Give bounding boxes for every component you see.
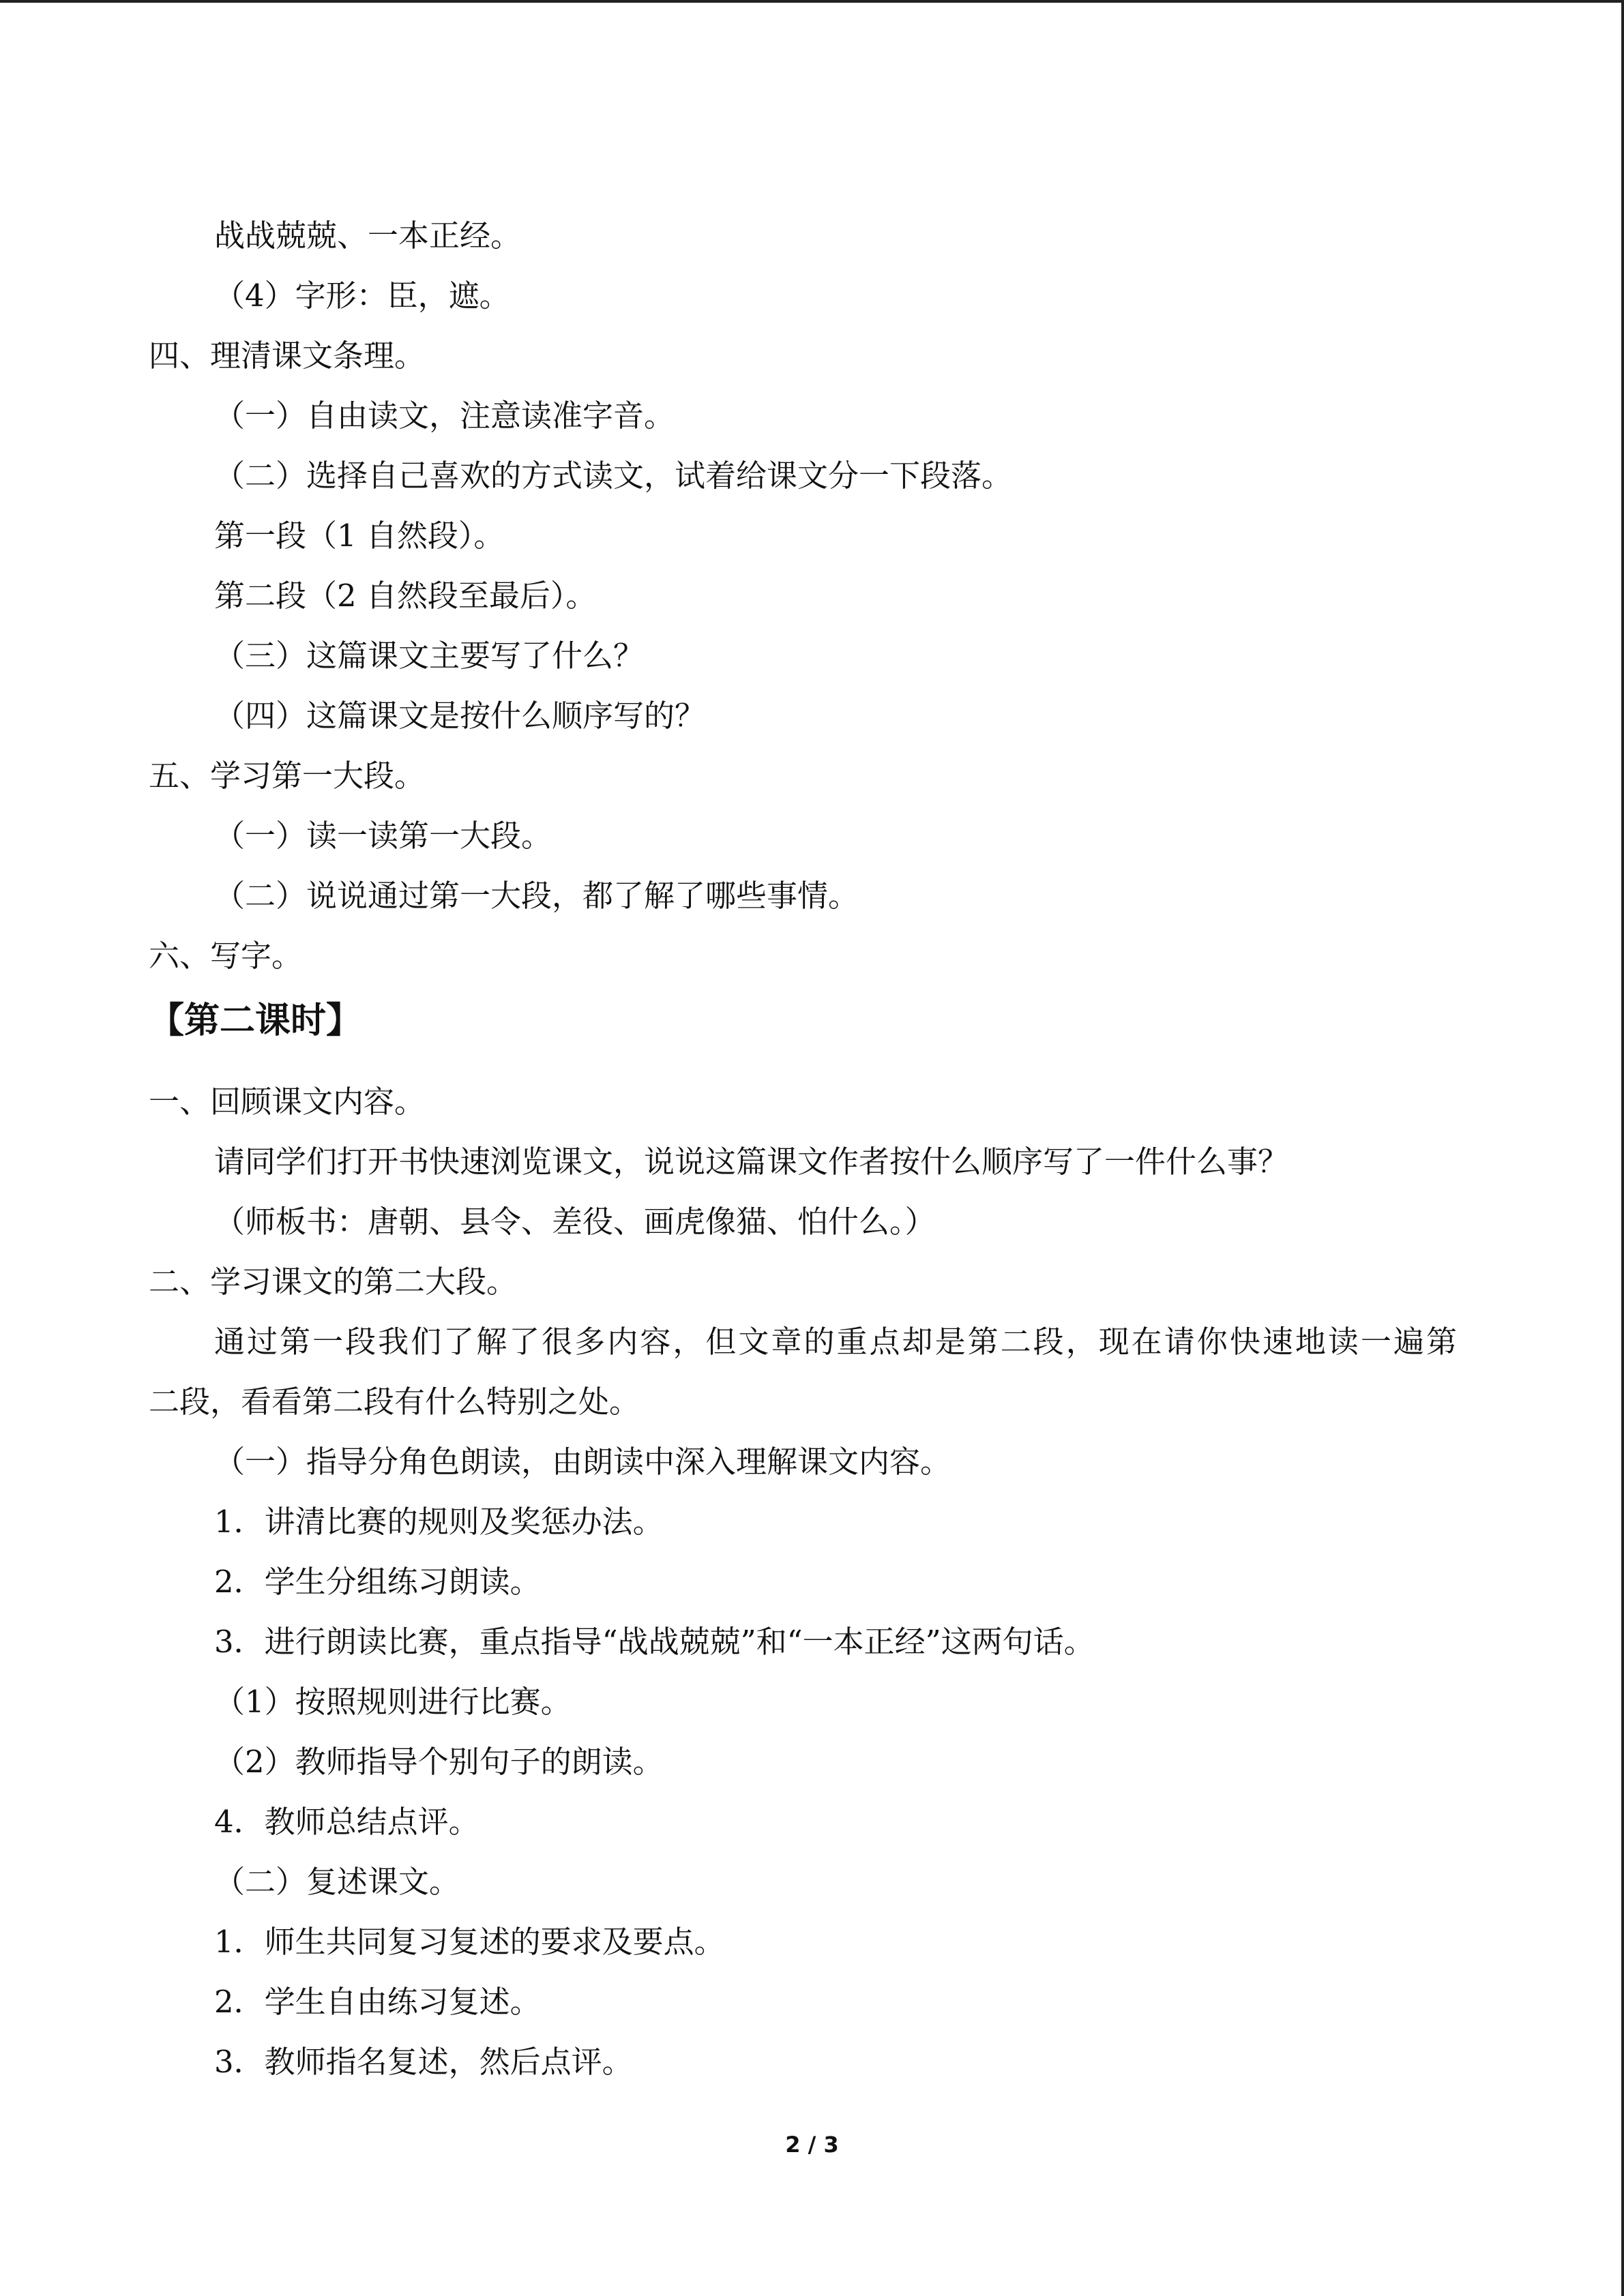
heading-line: 五、学习第一大段。 <box>149 758 426 794</box>
text-line: （一）自由读文，注意读准字音。 <box>214 398 675 434</box>
heading-line: 一、回顾课文内容。 <box>149 1084 426 1120</box>
page-border-top <box>0 0 1624 3</box>
list-item: 1．师生共同复习复述的要求及要点。 <box>214 1924 725 1960</box>
list-item: 3．教师指名复述，然后点评。 <box>214 2044 633 2080</box>
text-line: 请同学们打开书快速浏览课文，说说这篇课文作者按什么顺序写了一件什么事？ <box>214 1144 1289 1180</box>
list-item: 1．讲清比赛的规则及奖惩办法。 <box>214 1504 664 1540</box>
page-number: 2 / 3 <box>785 2132 839 2158</box>
text-line: （三）这篇课文主要写了什么？ <box>214 638 645 674</box>
list-item: 2．学生分组练习朗读。 <box>214 1564 541 1600</box>
text-line: （二）说说通过第一大段，都了解了哪些事情。 <box>214 878 859 914</box>
list-item: 4．教师总结点评。 <box>214 1804 479 1840</box>
heading-line: 六、写字。 <box>149 938 303 974</box>
text-line: 第二段（2 自然段至最后）。 <box>214 578 597 614</box>
text-line: （师板书：唐朝、县令、差役、画虎像猫、怕什么。） <box>214 1204 936 1240</box>
text-line: （二）选择自己喜欢的方式读文，试着给课文分一下段落。 <box>214 458 1013 494</box>
paragraph-line: 二段，看看第二段有什么特别之处。 <box>149 1384 640 1420</box>
paragraph-line: 通过第一段我们了解了很多内容，但文章的重点却是第二段，现在请你快速地读一遍第 <box>214 1324 1457 1360</box>
heading-line: 二、学习课文的第二大段。 <box>149 1264 518 1300</box>
list-item: （2）教师指导个别句子的朗读。 <box>214 1744 664 1780</box>
text-line: （四）这篇课文是按什么顺序写的？ <box>214 698 706 734</box>
text-line: （二）复述课文。 <box>214 1864 460 1900</box>
text-line: 战战兢兢、一本正经。 <box>214 218 522 254</box>
list-item: （1）按照规则进行比赛。 <box>214 1684 572 1720</box>
text-line: 第一段（1 自然段）。 <box>214 518 505 554</box>
text-line: （一）指导分角色朗读，由朗读中深入理解课文内容。 <box>214 1444 951 1480</box>
section-heading: 【第二课时】 <box>149 1000 362 1041</box>
text-line: （一）读一读第一大段。 <box>214 818 552 854</box>
page-border-right <box>1621 0 1624 2296</box>
list-item: 2．学生自由练习复述。 <box>214 1984 541 2020</box>
text-line: （4）字形：臣，遮。 <box>214 278 510 314</box>
heading-line: 四、理清课文条理。 <box>149 338 426 374</box>
list-item: 3．进行朗读比赛，重点指导“战战兢兢”和“一本正经”这两句话。 <box>214 1624 1095 1660</box>
